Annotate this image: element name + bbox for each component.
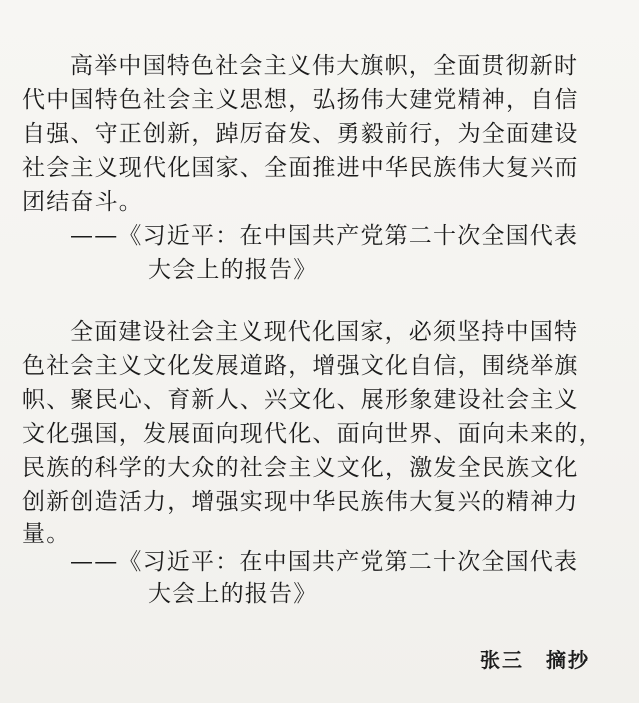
quote1-line-3: 自强、守正创新，踔厉奋发、勇毅前行，为全面建设 [22,121,579,147]
quote2-line-6: 创新创造活力，增强实现中华民族伟大复兴的精神力 [22,489,579,515]
quote2-source-line-1: ——《习近平：在中国共产党第二十次全国代表 [70,549,579,575]
quote2-line-1: 全面建设社会主义现代化国家，必须坚持中国特 [70,319,579,345]
quote1-source-line-2: 大会上的报告》 [148,257,318,283]
quote1-line-5: 团结奋斗。 [22,189,143,215]
quote1-source-line-1: ——《习近平：在中国共产党第二十次全国代表 [70,223,579,249]
quote1-line-2: 代中国特色社会主义思想，弘扬伟大建党精神，自信 [22,87,579,113]
quote1-line-4: 社会主义现代化国家、全面推进中华民族伟大复兴而 [22,155,579,181]
signature-action: 摘抄 [546,648,590,672]
quote2-line-5: 民族的科学的大众的社会主义文化，激发全民族文化 [22,455,579,481]
quote2-line-2: 色社会主义文化发展道路，增强文化自信，围绕举旗 [22,353,579,379]
signature [480,648,590,672]
quote2-source-line-2: 大会上的报告》 [148,581,318,607]
quote2-line-7: 量。 [22,521,71,547]
quote1-line-1: 高举中国特色社会主义伟大旗帜，全面贯彻新时 [70,53,579,79]
signature-name: 张三 [480,648,524,672]
quote2-line-4: 文化强国，发展面向现代化、面向世界、面向未来的， [22,421,603,447]
quote2-line-3: 帜、聚民心、育新人、兴文化、展形象建设社会主义 [22,387,579,413]
